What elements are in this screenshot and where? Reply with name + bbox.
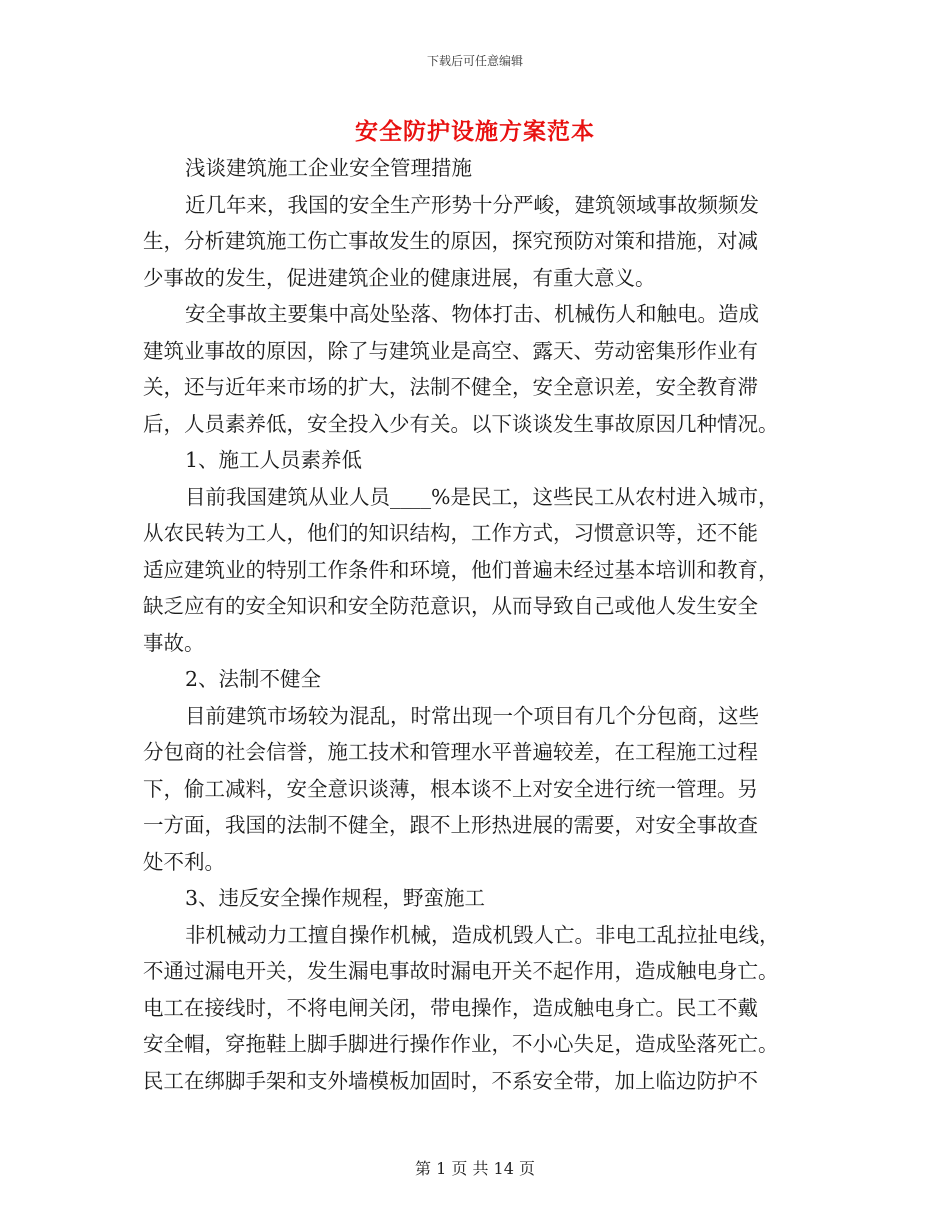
paragraph-line: 从农民转为工人，他们的知识结构，工作方式，习惯意识等，还不能 bbox=[143, 521, 758, 545]
document-body bbox=[143, 150, 803, 1099]
paragraph-line: 生，分析建筑施工伤亡事故发生的原因，探究预防对策和措施，对减 bbox=[143, 229, 758, 253]
paragraph-line: 后，人员素养低，安全投入少有关。以下谈谈发生事故原因几种情况。 bbox=[143, 411, 779, 436]
paragraph-line: 缺乏应有的安全知识和安全防范意识，从而导致自己或他人发生安全 bbox=[143, 594, 758, 618]
page-header-note: 下载后可任意编辑 bbox=[426, 54, 523, 68]
paragraph-line: 建筑业事故的原因，除了与建筑业是高空、露天、劳动密集形作业有 bbox=[143, 338, 758, 363]
paragraph-line: 事故。 bbox=[143, 630, 205, 655]
paragraph-line: 下，偷工减料，安全意识谈薄，根本谈不上对安全进行统一管理。另 bbox=[143, 776, 758, 801]
paragraph-line: 不通过漏电开关，发生漏电事故时漏电开关不起作用，造成触电身亡。 bbox=[143, 959, 779, 983]
section-heading: 3、违反安全操作规程，野蛮施工 bbox=[185, 886, 486, 910]
subtitle-line: 浅谈建筑施工企业安全管理措施 bbox=[185, 156, 472, 180]
document-title: 安全防护设施方案范本 bbox=[355, 118, 595, 145]
paragraph-line: 安全事故主要集中高处坠落、物体打击、机械伤人和触电。造成 bbox=[185, 302, 759, 326]
paragraph-line: 民工在绑脚手架和支外墙模板加固时，不系安全带，加上临边防护不 bbox=[143, 1068, 758, 1093]
paragraph-line: 目前建筑市场较为混乱，时常出现一个项目有几个分包商，这些 bbox=[185, 703, 759, 728]
paragraph-line: 适应建筑业的特别工作条件和环境，他们普遍未经过基本培训和教育， bbox=[143, 557, 779, 582]
paragraph-line: 少事故的发生，促进建筑企业的健康进展，有重大意义。 bbox=[143, 265, 656, 290]
paragraph-line: 安全帽，穿拖鞋上脚手脚进行操作作业，不小心失足，造成坠落死亡。 bbox=[143, 1032, 779, 1056]
paragraph-line: 电工在接线时，不将电闸关闭，带电操作，造成触电身亡。民工不戴 bbox=[143, 995, 758, 1020]
paragraph-line: 近几年来，我国的安全生产形势十分严峻，建筑领域事故频频发 bbox=[185, 192, 759, 217]
paragraph-line: 一方面，我国的法制不健全，跟不上形热进展的需要，对安全事故查 bbox=[143, 813, 758, 837]
paragraph-line: 分包商的社会信誉，施工技术和管理水平普遍较差，在工程施工过程 bbox=[143, 740, 758, 764]
section-heading: 1、施工人员素养低 bbox=[185, 448, 363, 472]
paragraph-line: 关，还与近年来市场的扩大，法制不健全，安全意识差，安全教育滞 bbox=[143, 375, 758, 399]
paragraph-line: 处不利。 bbox=[143, 849, 225, 874]
section-heading: 2、法制不健全 bbox=[185, 667, 322, 691]
paragraph-line: 非机械动力工擅自操作机械，造成机毁人亡。非电工乱拉扯电线， bbox=[185, 922, 780, 947]
paragraph-line: 目前我国建筑从业人员____%是民工，这些民工从农村进入城市， bbox=[185, 484, 779, 509]
page-number-footer: 第 1 页 共 14 页 bbox=[415, 1159, 535, 1178]
